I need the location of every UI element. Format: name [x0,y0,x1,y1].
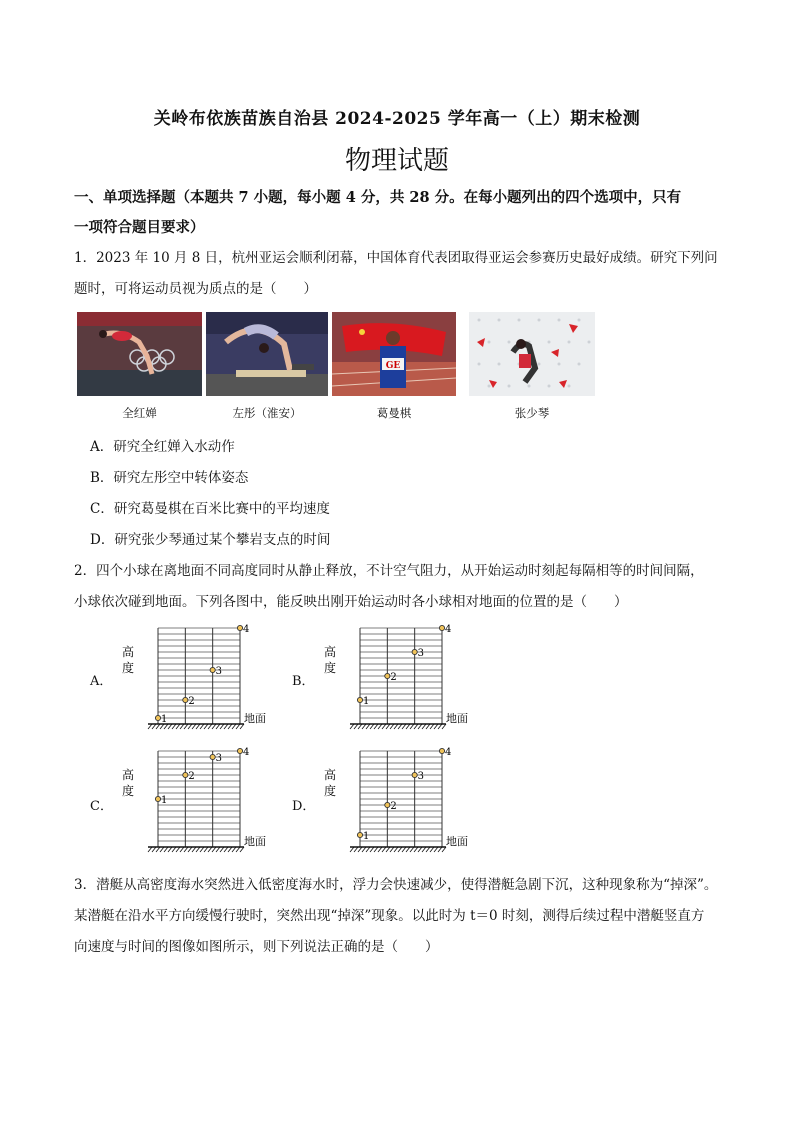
ball-3 [412,772,417,777]
ball-label-2: 2 [390,801,397,812]
ball-1 [155,796,160,801]
ball-label-3: 3 [215,753,223,764]
ball-3 [210,667,215,672]
ball-1 [155,715,160,720]
question-3-line3: 向速度与时间的图像如图所示，则下列说法正确的是（ ） [74,939,439,955]
q1-option-b[interactable]: B．研究左彤空中转体姿态 [90,470,249,486]
ball-4 [439,625,444,630]
height-label: 高 [324,645,337,659]
height-label: 度 [122,784,135,798]
ball-label-1: 1 [363,696,370,707]
ball-label-1: 1 [363,831,370,842]
ball-label-4: 4 [243,747,250,758]
ball-label-3: 3 [417,648,425,659]
ball-label-2: 2 [188,771,195,782]
section-heading-line2: 一项符合题目要求） [74,219,205,236]
ground-label: 地面 [446,712,468,725]
exam-title: 关岭布依族苗族自治县 2024-2025 学年高一（上）期末检测 [153,109,641,129]
ball-label-4: 4 [445,624,452,635]
question-3-stem [74,870,734,963]
question-2-line2: 小球依次碰到地面。下列各图中，能反映出刚开始运动时各小球相对地面的位置的是（ ） [74,594,628,610]
q2-option-d[interactable] [292,745,472,855]
ground-label: 地面 [244,712,266,725]
ball-label-2: 2 [390,672,397,683]
q2-plot-c [116,745,270,855]
ball-4 [439,748,444,753]
question-3-line1: 3．潜艇从高密度海水突然进入低密度海水时，浮力会快速减少，使得潜艇急剧下沉，这种现象称为“掉深”。 [74,877,718,893]
ball-label-3: 3 [215,666,223,677]
height-label: 度 [122,661,135,675]
ball-label-1: 1 [161,714,168,725]
diving-photo [77,312,202,396]
q2-plot-b [318,622,472,732]
ball-2 [385,802,390,807]
bib-text: GE [385,361,401,371]
ball-label-4: 4 [243,624,250,635]
q2-option-d-letter: D． [292,799,316,814]
height-label: 高 [122,768,135,782]
height-label: 高 [122,645,135,659]
ball-2 [385,673,390,678]
q2-option-c[interactable] [90,745,270,855]
exam-subtitle: 物理试题 [344,146,449,176]
q2-option-a-letter: A． [90,674,113,689]
sprinter-photo [332,312,456,396]
ball-3 [412,649,417,654]
ground-label: 地面 [244,835,266,848]
section-heading [74,183,734,243]
ground-label: 地面 [446,835,468,848]
question-2-stem [74,556,734,618]
height-label: 高 [324,768,337,782]
q1-option-d[interactable]: D．研究张少琴通过某个攀岩支点的时间 [90,532,331,548]
question-1-line2: 题时，可将运动员视为质点的是（ ） [74,281,317,297]
ball-label-3: 3 [417,771,425,782]
q2-plot-a [116,622,270,732]
ball-4 [237,625,242,630]
ball-4 [237,748,242,753]
q1-option-a[interactable]: A．研究全红婵入水动作 [90,439,235,455]
q1-option-c[interactable]: C．研究葛曼棋在百米比赛中的平均速度 [90,501,330,517]
ball-2 [183,697,188,702]
climbing-photo [469,312,595,396]
question-2-line1: 2．四个小球在离地面不同高度同时从静止释放，不计空气阻力，从开始运动时刻起每隔相等的时间间隔， [74,563,704,579]
ball-1 [357,697,362,702]
q2-option-b[interactable] [292,622,472,732]
ball-1 [357,832,362,837]
height-label: 度 [324,661,337,675]
question-3-line2: 某潜艇在沿水平方向缓慢行驶时，突然出现“掉深”现象。以此时为 t＝0 时刻，测得后续过程中潜艇竖直方 [74,908,705,924]
q2-option-c-letter: C． [90,799,113,814]
section-heading-line1: 一、单项选择题（本题共 7 小题，每小题 4 分，共 28 分。在每小题列出的四个选项中，只有 [74,189,682,206]
gymnastics-photo [206,312,328,396]
question-1-stem [74,243,734,305]
photo-caption-4: 张少琴 [514,406,550,420]
photo-caption-2: 左彤（淮安） [232,406,302,420]
height-label: 度 [324,784,337,798]
photo-caption-1: 全红婵 [122,406,157,420]
q2-option-a[interactable] [90,622,270,732]
q2-plot-d [318,745,472,855]
ball-label-2: 2 [188,696,195,707]
q2-option-b-letter: B． [292,674,315,689]
ball-3 [210,754,215,759]
ball-label-4: 4 [445,747,452,758]
photo-caption-3: 葛曼棋 [376,406,412,420]
ball-2 [183,772,188,777]
ball-label-1: 1 [161,795,168,806]
question-1-line1: 1．2023 年 10 月 8 日，杭州亚运会顺利闭幕，中国体育代表团取得亚运会参赛历史最好成绩。研究下列问 [74,250,718,266]
